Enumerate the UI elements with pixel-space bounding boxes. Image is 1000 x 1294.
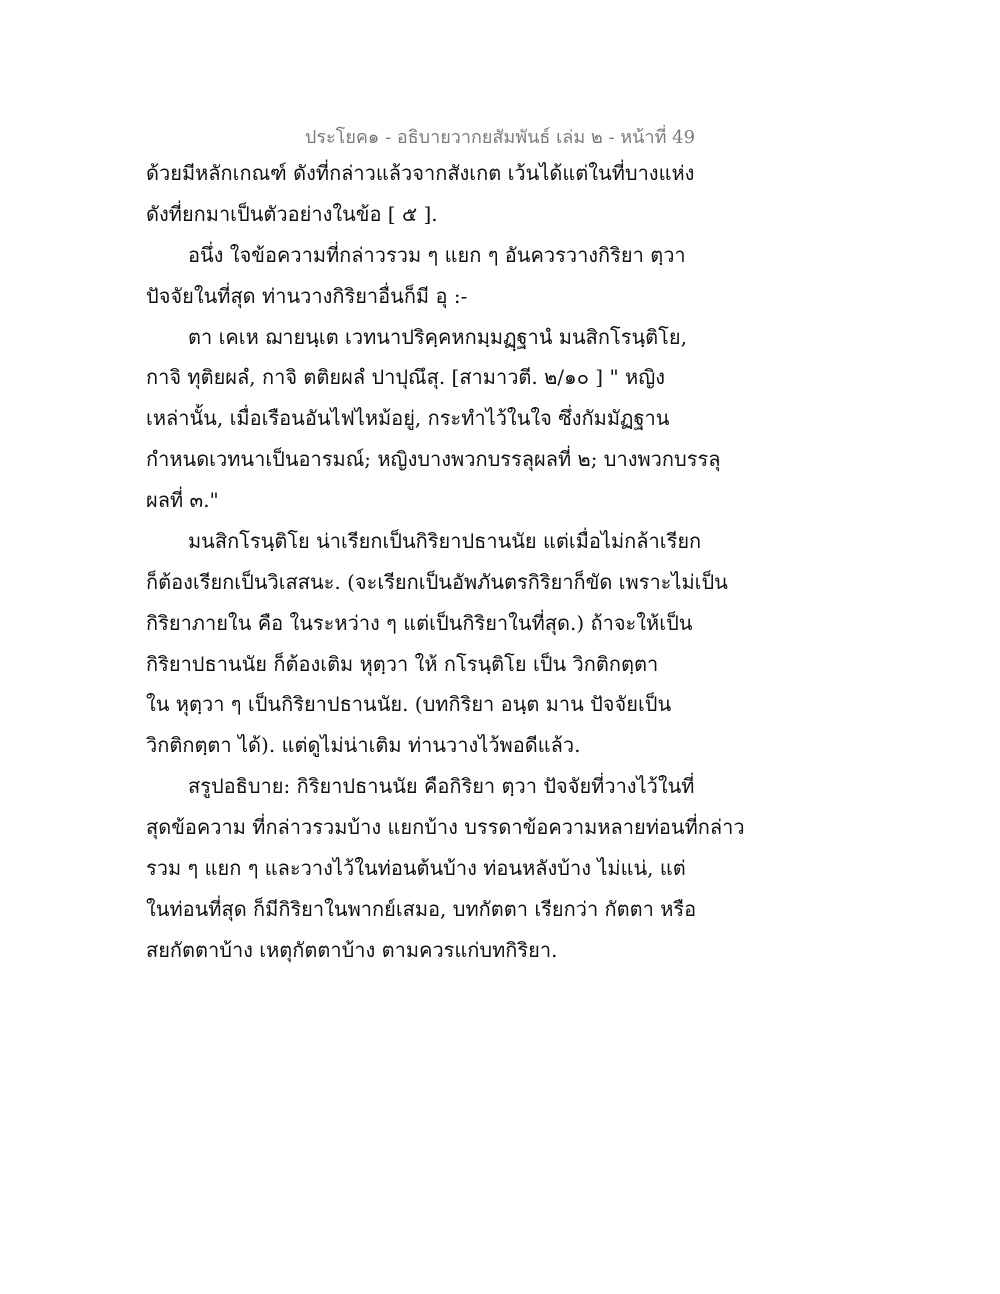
text-line: ดังที่ยกมาเป็นตัวอย่างในข้อ [ ๕ ]. [146,202,438,226]
text-line: ก็ต้องเรียกเป็นวิเสสนะ. (จะเรียกเป็นอัพภันตรกิริยาก็ขัด เพราะไม่เป็น [146,570,728,594]
text-line: สุดข้อความ ที่กล่าวรวมบ้าง แยกบ้าง บรรดาข้อความหลายท่อนที่กล่าว [146,815,745,839]
text-line: กิริยาปธานนัย ก็ต้องเติม หุตฺวา ให้ กโรนฺติโย เป็น วิกติกตฺตา [146,652,659,676]
text-line: ปัจจัยในที่สุด ท่านวางกิริยาอื่นก็มี อุ :- [146,284,468,308]
text-line: สยกัตตาบ้าง เหตุกัตตาบ้าง ตามควรแก่บทกิริยา. [146,938,558,962]
text-line: ใน หุตฺวา ๆ เป็นกิริยาปธานนัย. (บทกิริยา อนฺต มาน ปัจจัยเป็น [146,692,672,716]
text-line: สรูปอธิบาย: กิริยาปธานนัย คือกิริยา ตฺวา ปัจจัยที่วางไว้ในที่ [188,774,695,798]
text-line: กาจิ ทุติยผลํ, กาจิ ตติยผลํ ปาปุณึสุ. [สามาวตี. ๒/๑๐ ] " หญิง [146,365,666,389]
text-line: ผลที่ ๓." [146,488,219,512]
text-line: มนสิกโรนฺติโย น่าเรียกเป็นกิริยาปธานนัย แต่เมื่อไม่กล้าเรียก [188,529,702,553]
text-line: ในท่อนที่สุด ก็มีกิริยาในพากย์เสมอ, บทกัตตา เรียกว่า กัตตา หรือ [146,897,697,921]
text-line: วิกติกตฺตา ได้). แต่ดูไม่น่าเติม ท่านวางไว้พอดีแล้ว. [146,733,581,757]
text-line: กิริยาภายใน คือ ในระหว่าง ๆ แต่เป็นกิริยาในที่สุด.) ถ้าจะให้เป็น [146,611,693,635]
text-line: เหล่านั้น, เมื่อเรือนอันไฟไหม้อยู่, กระทำไว้ในใจ ซึ่งกัมมัฏฐาน [146,406,670,430]
text-line: ด้วยมีหลักเกณฑ์ ดังที่กล่าวแล้วจากสังเกต เว้นได้แต่ในที่บางแห่ง [146,161,695,185]
text-line: กำหนดเวทนาเป็นอารมณ์; หญิงบางพวกบรรลุผลที่ ๒; บางพวกบรรลุ [146,447,721,471]
text-line: อนึ่ง ใจข้อความที่กล่าวรวม ๆ แยก ๆ อันควรวางกิริยา ตฺวา [188,243,686,267]
text-line: ตา เคเห ฌายนฺเต เวทนาปริคฺคหกมฺมฏฺฐานํ มนสิกโรนฺติโย, [188,325,687,349]
text-line: รวม ๆ แยก ๆ และวางไว้ในท่อนต้นบ้าง ท่อนหลังบ้าง ไม่แน่, แต่ [146,856,686,880]
page-header: ประโยค๑ - อธิบายวากยสัมพันธ์ เล่ม ๒ - หน้าที่ 49 [304,127,696,148]
